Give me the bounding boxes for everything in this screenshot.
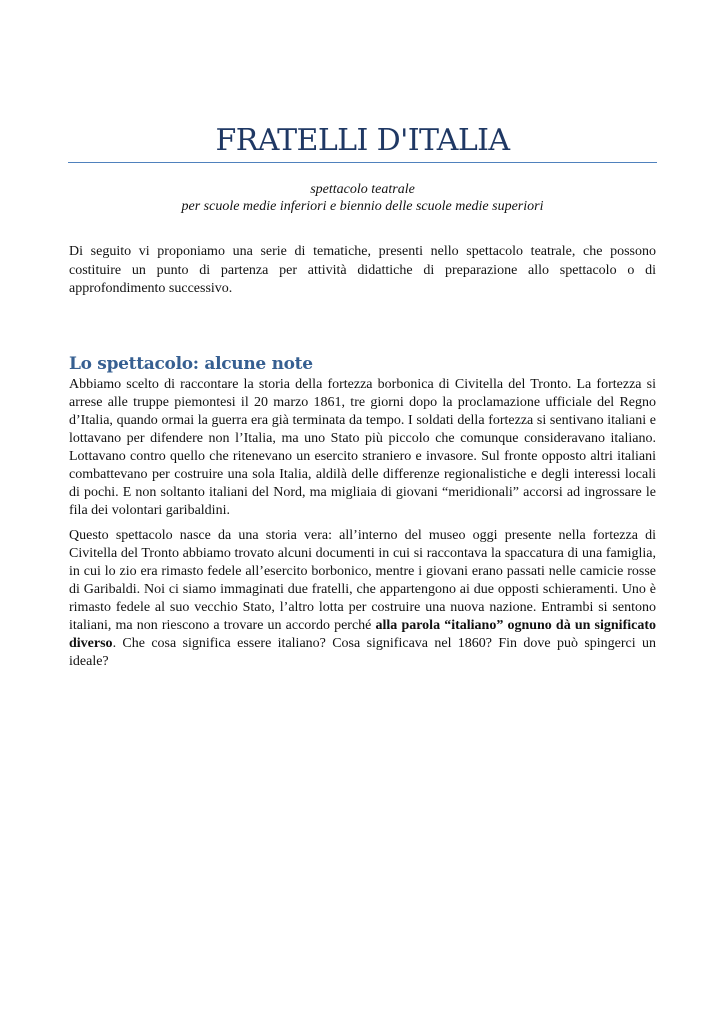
title-underline [68, 162, 657, 163]
subtitle [68, 181, 657, 215]
body-paragraph-2-end: . Che cosa significa essere italiano? Cosa significava nel 1860? Fin dove può spingerci un ideale? [69, 636, 656, 669]
body-paragraph-2-bold: alla parola “italiano” ognuno dà un significato diverso [69, 618, 656, 651]
body-paragraph-2 [69, 527, 656, 671]
document-title: FRATELLI D'ITALIA [215, 123, 510, 158]
body-paragraph-1: Abbiamo scelto di raccontare la storia della fortezza borbonica di Civitella del Tronto. La fortezza si arrese alle truppe piemontesi il 20 marzo 1861, tre giorni dopo la proclamazione ufficiale del Regno d’Italia, quando ormai la guerra era già terminata da tempo. I soldati della fortezza si sentivano italiani e lottavano per difendere non l’Italia, ma uno Stato più piccolo che comunque consideravano italiano. Lottavano contro quello che ritenevano un esercito straniero e invasore. Sul fronte opposto altri italiani combattevano per costruire una sola Italia, aldilà delle differenze regionalistiche e degli interessi locali di pochi. E non soltanto italiani del Nord, ma migliaia di giovani “meridionali” accorsi ad ingrossare le fila dei volontari garibaldini. [69, 377, 656, 518]
subtitle-line-1: spettacolo teatrale [310, 182, 415, 197]
body-paragraph-2-start: Questo spettacolo nasce da una storia vera: all’interno del museo oggi presente nella fortezza di Civitella del Tronto abbiamo trovato alcuni documenti in cui si raccontava la spaccatura di una famiglia, in cui lo zio era rimasto fedele all’esercito borbonico, mentre i giovani erano passati nelle camicie rosse di Garibaldi. Noi ci siamo immaginati due fratelli, che appartengono ai due opposti schieramenti. Uno è rimasto fedele al suo vecchio Stato, l’altro lotta per costruire una nuova nazione. Entrambi si sentono italiani, ma non riescono a trovare un accordo perché [69, 528, 656, 633]
subtitle-line-2: per scuole medie inferiori e biennio delle scuole medie superiori [181, 199, 544, 214]
section-heading: Lo spettacolo: alcune note [69, 354, 313, 374]
intro-paragraph: Di seguito vi proponiamo una serie di tematiche, presenti nello spettacolo teatrale, che possono costituire un punto di partenza per attività didattiche di preparazione allo spettacolo o di approfondimento successivo. [69, 244, 656, 296]
